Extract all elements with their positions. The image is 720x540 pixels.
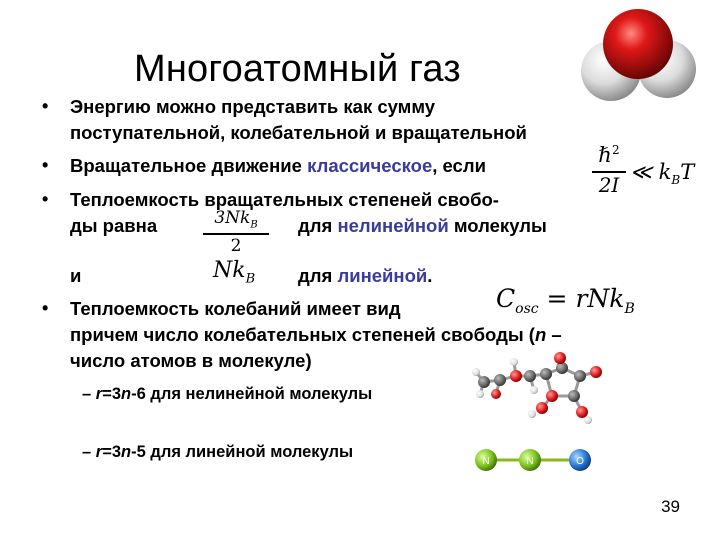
bullet-3-line-3-tail bbox=[298, 263, 432, 289]
atom-label: N bbox=[526, 456, 534, 467]
sub-bullet-dash: – bbox=[82, 443, 92, 461]
rot-condition-rhs bbox=[630, 160, 694, 187]
oscillation-heat-capacity bbox=[496, 284, 635, 317]
kB-subscript: B bbox=[671, 173, 681, 188]
bullet-4-line-2 bbox=[70, 322, 562, 348]
sub-bullet-dash: – bbox=[82, 385, 92, 403]
eq-3: =3 bbox=[102, 443, 122, 461]
n-symbol: n bbox=[534, 324, 547, 345]
bullet-3-line-1: Теплоемкость вращательных степеней свобо- bbox=[70, 189, 499, 210]
linear-main: Nk bbox=[213, 258, 246, 283]
osc-sub: osc bbox=[515, 301, 539, 317]
osc-rhs: = rNk bbox=[538, 284, 625, 313]
slide-title: Многоатомный газ bbox=[134, 48, 461, 90]
page-number: 39 bbox=[661, 497, 680, 516]
n-symbol: n bbox=[121, 385, 132, 403]
sub-bullet-rest: -5 для линейной молекулы bbox=[131, 443, 354, 461]
bullet-3-line-2-prefix: ды равна bbox=[70, 215, 158, 236]
sub-bullet-rest: -6 для нелинейной молекулы bbox=[131, 385, 373, 403]
nonlinear-molecule-icon bbox=[470, 352, 610, 432]
bullet-2-text bbox=[70, 153, 486, 179]
much-less-kB: ≪ k bbox=[630, 160, 672, 184]
bullet-4-dash: – bbox=[546, 324, 562, 345]
bullet-3-line-2-tail bbox=[298, 213, 547, 239]
r-symbol: r bbox=[95, 385, 103, 403]
bullet-4-line-3: число атомов в молекуле) bbox=[70, 350, 312, 371]
linear-heat-capacity bbox=[213, 258, 255, 286]
linear-molecule-icon bbox=[472, 446, 598, 474]
nonlinear-highlight: нелинейной bbox=[337, 215, 449, 236]
bullet-1-line-1: Энергию можно представить как сумму bbox=[70, 96, 436, 117]
osc-rhs-sub: B bbox=[624, 301, 635, 317]
bullet-marker: • bbox=[42, 96, 49, 116]
nonlinear-numerator-sub: B bbox=[250, 219, 258, 231]
rot-condition-denominator: 2I bbox=[598, 173, 620, 197]
osc-C: C bbox=[496, 284, 516, 313]
temperature-symbol: T bbox=[680, 160, 695, 184]
text-period: . bbox=[427, 265, 433, 286]
sub-bullet-nonlinear bbox=[82, 381, 372, 407]
bullet-4-line-2-text: причем число колебательных степеней свободы ( bbox=[70, 324, 535, 345]
linear-highlight: линейной bbox=[337, 265, 428, 286]
hbar-exponent: 2 bbox=[611, 143, 620, 157]
text-molecule: молекулы bbox=[448, 215, 547, 236]
water-molecule-icon bbox=[578, 6, 700, 106]
bullet-3-line-3-prefix: и bbox=[70, 265, 82, 286]
nonlinear-denominator: 2 bbox=[230, 236, 242, 256]
bullet-marker: • bbox=[42, 189, 49, 209]
linear-sub: B bbox=[245, 271, 256, 287]
bullet-1-line-2: поступательной, колебательной и вращательной bbox=[70, 122, 527, 143]
bullet-marker: • bbox=[42, 155, 49, 175]
r-symbol: r bbox=[95, 443, 103, 461]
nonlinear-numerator: 3Nk bbox=[214, 208, 251, 228]
bullet-2-prefix: Вращательное движение bbox=[70, 155, 308, 176]
atom-label: O bbox=[576, 456, 584, 467]
bullet-4-line-1: Теплоемкость колебаний имеет вид bbox=[70, 298, 401, 319]
bullet-marker: • bbox=[42, 298, 49, 318]
bullet-2-highlight: классическое bbox=[307, 155, 433, 176]
text-dlya: для bbox=[298, 215, 338, 236]
bullet-2-suffix: , если bbox=[432, 155, 486, 176]
sub-bullet-linear bbox=[82, 439, 353, 465]
n-symbol: n bbox=[121, 443, 132, 461]
hbar-symbol: ℏ bbox=[598, 143, 612, 167]
eq-3: =3 bbox=[102, 385, 122, 403]
text-dlya: для bbox=[298, 265, 338, 286]
atom-label: N bbox=[482, 456, 490, 467]
